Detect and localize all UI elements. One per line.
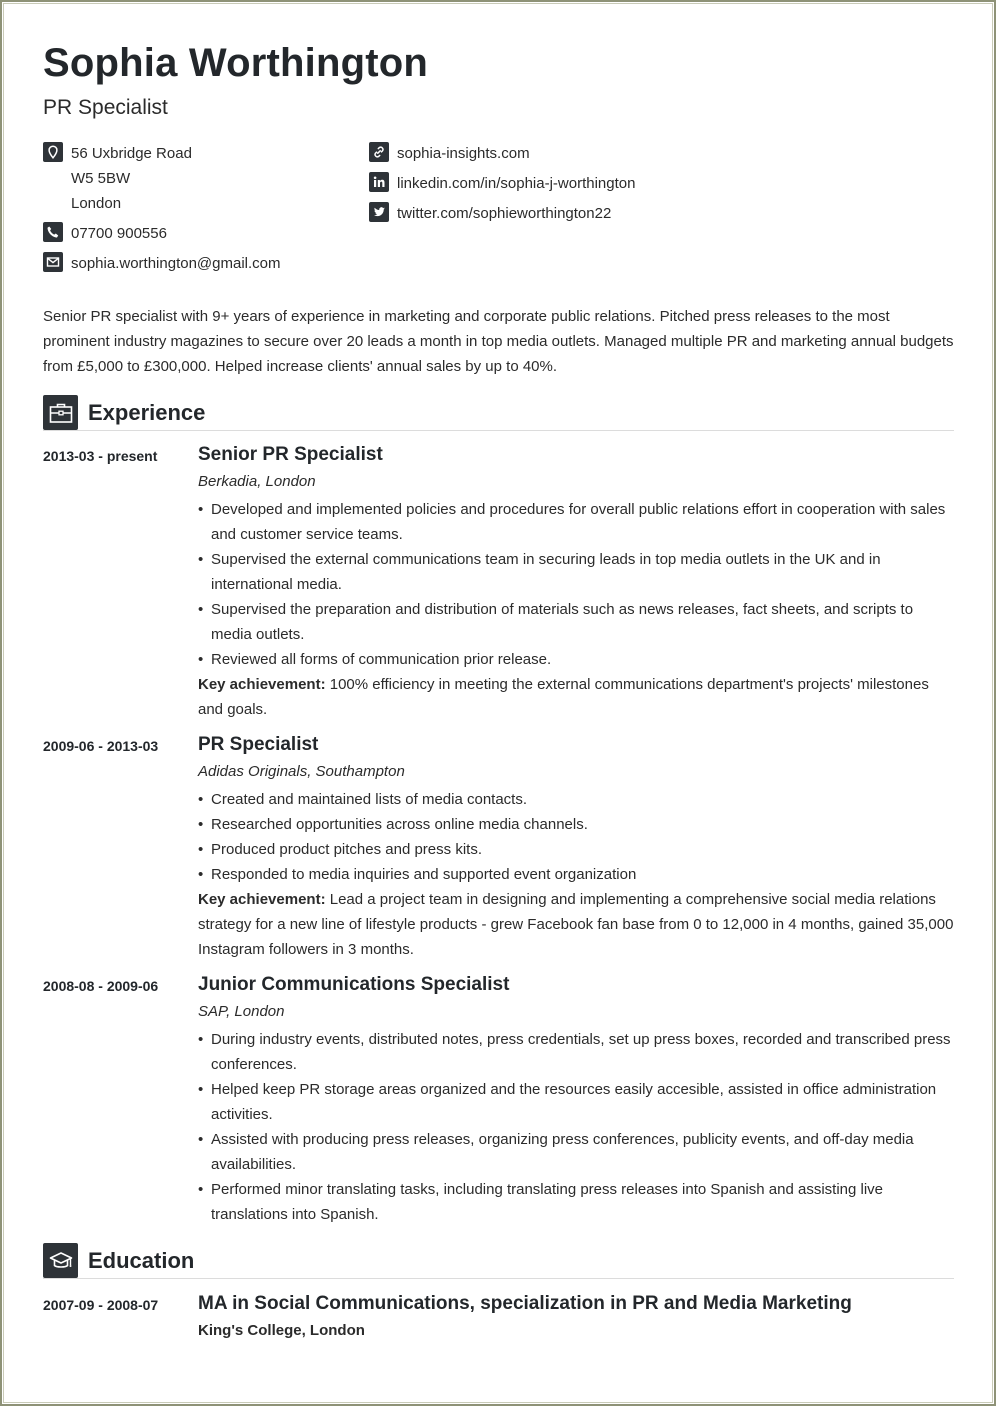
job-body	[198, 443, 954, 722]
job-date: 2013-03 - present	[43, 448, 158, 464]
job-bullet: • During industry events, distributed notes, press credentials, set up press boxes, recorded and transcribed press conferences.	[198, 1027, 954, 1077]
job-body	[198, 733, 954, 962]
education-title: Education	[88, 1248, 195, 1273]
job-title: Junior Communications Specialist	[198, 974, 510, 995]
email-text: sophia.worthington@gmail.com	[71, 255, 281, 272]
contact-email	[43, 251, 363, 276]
achievement-label: Key achievement:	[198, 891, 326, 908]
location-pin-icon	[43, 142, 63, 162]
achievement-label: Key achievement:	[198, 676, 326, 693]
job-bullet: • Supervised the external communications team in securing leads in top media outlets in the UK and in international media.	[198, 547, 954, 597]
job-date: 2008-08 - 2009-06	[43, 978, 159, 994]
address-lines	[71, 141, 192, 216]
job-company: SAP, London	[198, 1003, 285, 1020]
twitter-text: twitter.com/sophieworthington22	[397, 205, 612, 222]
candidate-role: PR Specialist	[43, 96, 168, 119]
job-title: PR Specialist	[198, 734, 319, 755]
education-body	[198, 1292, 954, 1341]
contact-block	[43, 141, 954, 281]
job-bullet: • Responded to media inquiries and supported event organization	[198, 862, 954, 887]
job-body	[198, 973, 954, 1227]
graduation-cap-icon	[43, 1243, 78, 1278]
profile-summary: Senior PR specialist with 9+ years of experience in marketing and corporate public relations. Pitched press releases to the most prominent industry magazines to secure over 20 leads a month in top media outlets. Managed multiple PR and marketing annual budgets from £5,000 to £300,000. Helped increase clients' annual sales by up to 40%.	[43, 308, 954, 375]
education-header	[43, 1243, 954, 1279]
job-bullet: • Reviewed all forms of communication prior release.	[198, 647, 954, 672]
job-company: Adidas Originals, Southampton	[198, 763, 405, 780]
resume-page	[43, 40, 954, 1339]
briefcase-icon	[43, 395, 78, 430]
phone-text: 07700 900556	[71, 225, 167, 242]
twitter-icon	[369, 202, 389, 222]
contact-address	[43, 141, 363, 216]
link-icon	[369, 142, 389, 162]
address-line: W5 5BW	[71, 170, 131, 187]
linkedin-text: linkedin.com/in/sophia-j-worthington	[397, 175, 636, 192]
candidate-name: Sophia Worthington	[43, 41, 429, 85]
degree-title: MA in Social Communications, specialization in PR and Media Marketing	[198, 1293, 852, 1314]
envelope-icon	[43, 252, 63, 272]
contact-linkedin	[369, 171, 869, 196]
key-achievement	[198, 887, 954, 962]
job-bullet: • Produced product pitches and press kits.	[198, 837, 954, 862]
job-bullets	[198, 497, 954, 672]
address-line: London	[71, 195, 122, 212]
contact-column-left	[43, 141, 363, 281]
website-text: sophia-insights.com	[397, 145, 530, 162]
contact-twitter	[369, 201, 869, 226]
key-achievement	[198, 672, 954, 722]
job-title: Senior PR Specialist	[198, 444, 383, 465]
achievement-text: 100% efficiency in meeting the external communications department's projects' milestones and goals.	[198, 676, 929, 718]
contact-column-right	[369, 141, 869, 231]
contact-phone	[43, 221, 363, 246]
job-bullet: • Assisted with producing press releases, organizing press conferences, publicity events, and off-day media availabilities.	[198, 1127, 954, 1177]
experience-title: Experience	[88, 400, 206, 425]
job-bullet: • Supervised the preparation and distribution of materials such as news releases, fact sheets, and scripts to media outlets.	[198, 597, 954, 647]
experience-header	[43, 395, 954, 431]
job-bullet: • Created and maintained lists of media contacts.	[198, 787, 954, 812]
job-date: 2009-06 - 2013-03	[43, 738, 159, 754]
job-bullet: • Developed and implemented policies and procedures for overall public relations effort in cooperation with sales and customer service teams.	[198, 497, 954, 547]
job-bullet: • Researched opportunities across online media channels.	[198, 812, 954, 837]
job-bullet: • Performed minor translating tasks, including translating press releases into Spanish and assisting live translations into Spanish.	[198, 1177, 954, 1227]
linkedin-icon	[369, 172, 389, 192]
address-line: 56 Uxbridge Road	[71, 145, 192, 162]
achievement-text: Lead a project team in designing and implementing a comprehensive social media relations strategy for a new line of lifestyle products - grew Facebook fan base from 0 to 12,000 in 4 months, gained 35,000 Instagram followers in 3 months.	[198, 891, 954, 958]
education-date: 2007-09 - 2008-07	[43, 1297, 159, 1313]
job-company: Berkadia, London	[198, 473, 316, 490]
job-bullets	[198, 1027, 954, 1227]
school-name: King's College, London	[198, 1322, 365, 1339]
contact-website	[369, 141, 869, 166]
job-bullet: • Helped keep PR storage areas organized and the resources easily accesible, assisted in office administration activities.	[198, 1077, 954, 1127]
phone-icon	[43, 222, 63, 242]
job-bullets	[198, 787, 954, 887]
